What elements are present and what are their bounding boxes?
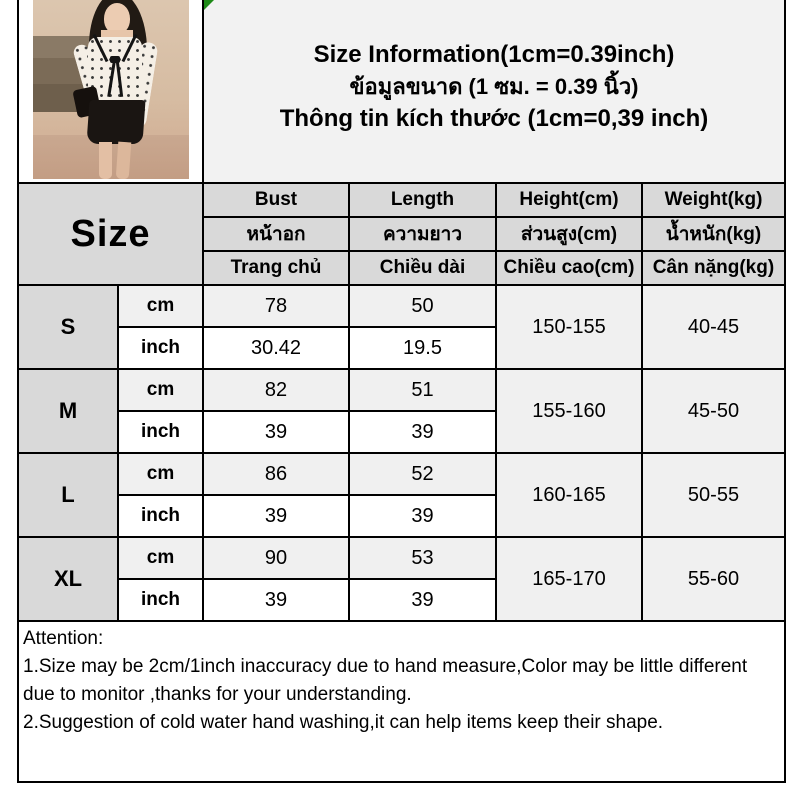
header-weight-en: Weight(kg): [643, 184, 786, 218]
title-thai: ข้อมูลขนาด (1 ซม. = 0.39 นิ้ว): [349, 74, 639, 99]
row-l-bust-cm: 86: [204, 454, 350, 496]
row-m-unit-inch: inch: [119, 412, 204, 454]
row-l-length-cm: 52: [350, 454, 497, 496]
photo-model-skirt: [86, 100, 145, 144]
row-m-unit-cm: cm: [119, 370, 204, 412]
header-weight-vi: Cân nặng(kg): [643, 252, 786, 286]
row-xl-unit-inch: inch: [119, 580, 204, 622]
header-height-en: Height(cm): [497, 184, 643, 218]
row-m-bust-cm: 82: [204, 370, 350, 412]
header-height-th: ส่วนสูง(cm): [497, 218, 643, 252]
header-bust-en: Bust: [204, 184, 350, 218]
row-m-height: 155-160: [497, 370, 643, 454]
row-xl-weight: 55-60: [643, 538, 786, 622]
row-s-bust-inch: 30.42: [204, 328, 350, 370]
row-l-size-label: L: [19, 454, 119, 538]
attention-line-1: 1.Size may be 2cm/1inch inaccuracy due to hand measure,Color may be little different due to monitor ,thanks for your understanding.: [23, 656, 748, 705]
model-photo: [33, 0, 189, 179]
attention-line-2: 2.Suggestion of cold water hand washing,it can help items keep their shape.: [23, 712, 664, 733]
corner-marker-icon: [204, 0, 214, 10]
row-s-height: 150-155: [497, 286, 643, 370]
header-length-en: Length: [350, 184, 497, 218]
header-bust-th: หน้าอก: [204, 218, 350, 252]
row-l-unit-cm: cm: [119, 454, 204, 496]
header-length-vi: Chiều dài: [350, 252, 497, 286]
attention-note: [19, 622, 786, 783]
row-s-size-label: S: [19, 286, 119, 370]
row-s-weight: 40-45: [643, 286, 786, 370]
row-xl-size-label: XL: [19, 538, 119, 622]
header-length-th: ความยาว: [350, 218, 497, 252]
row-xl-length-cm: 53: [350, 538, 497, 580]
photo-model-leg: [115, 142, 131, 179]
row-s-unit-cm: cm: [119, 286, 204, 328]
row-s-length-inch: 19.5: [350, 328, 497, 370]
size-chart-sheet: [17, 0, 786, 783]
size-info-title-block: [204, 0, 786, 184]
photo-model-leg: [99, 142, 112, 179]
row-xl-unit-cm: cm: [119, 538, 204, 580]
row-m-length-cm: 51: [350, 370, 497, 412]
header-bust-vi: Trang chủ: [204, 252, 350, 286]
row-m-length-inch: 39: [350, 412, 497, 454]
row-s-length-cm: 50: [350, 286, 497, 328]
row-m-size-label: M: [19, 370, 119, 454]
row-m-weight: 45-50: [643, 370, 786, 454]
row-l-length-inch: 39: [350, 496, 497, 538]
row-s-bust-cm: 78: [204, 286, 350, 328]
model-photo-cell: [19, 0, 204, 184]
row-s-unit-inch: inch: [119, 328, 204, 370]
row-l-height: 160-165: [497, 454, 643, 538]
row-xl-bust-cm: 90: [204, 538, 350, 580]
row-m-bust-inch: 39: [204, 412, 350, 454]
size-column-header: Size: [19, 184, 204, 286]
row-xl-bust-inch: 39: [204, 580, 350, 622]
row-xl-length-inch: 39: [350, 580, 497, 622]
title-english: Size Information(1cm=0.39inch): [313, 41, 675, 68]
header-height-vi: Chiều cao(cm): [497, 252, 643, 286]
row-xl-height: 165-170: [497, 538, 643, 622]
title-vietnamese: Thông tin kích thước (1cm=0,39 inch): [279, 105, 709, 132]
row-l-unit-inch: inch: [119, 496, 204, 538]
row-l-weight: 50-55: [643, 454, 786, 538]
row-l-bust-inch: 39: [204, 496, 350, 538]
header-weight-th: น้ำหนัก(kg): [643, 218, 786, 252]
attention-heading: Attention:: [23, 628, 104, 649]
